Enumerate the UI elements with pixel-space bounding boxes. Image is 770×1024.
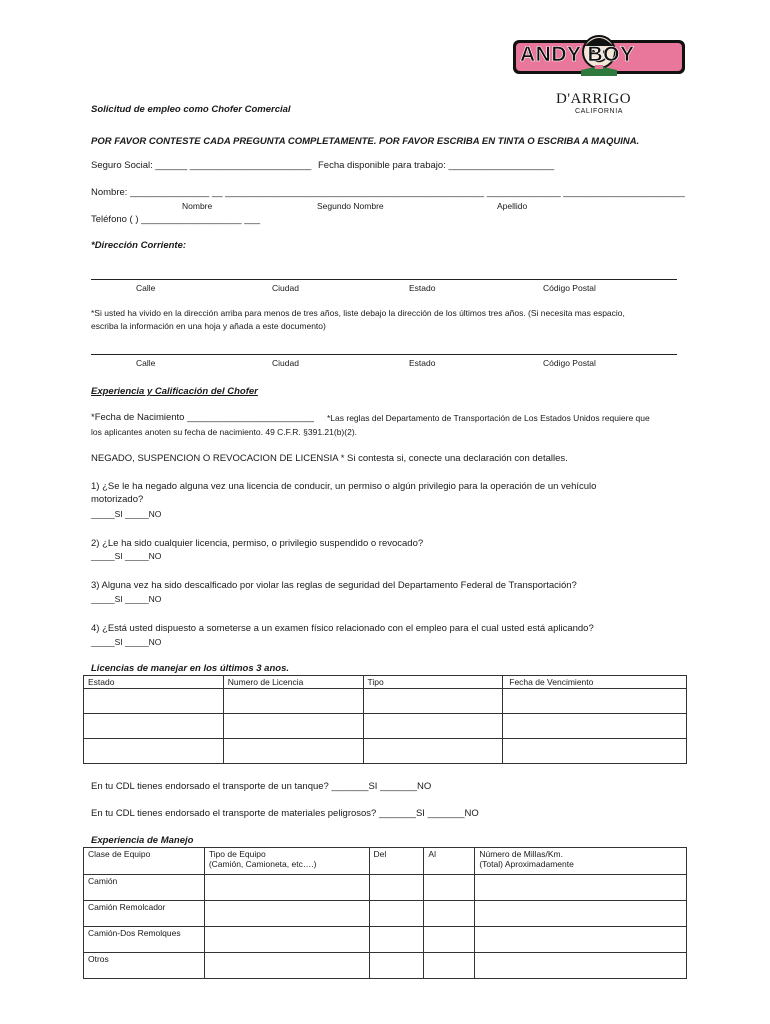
exp-cell[interactable] (369, 901, 424, 927)
company-logo (511, 26, 687, 88)
phone-field[interactable]: Teléfono ( ) ___________________ ___ (91, 214, 261, 225)
driving-experience-title: Experiencia de Manejo (91, 835, 194, 846)
lic-cell[interactable] (503, 714, 687, 739)
exp-cell[interactable] (424, 901, 475, 927)
form-title: Solicitud de empleo como Chofer Comercial (91, 104, 291, 115)
lic-cell[interactable] (223, 714, 363, 739)
prev-addr-city-label: Ciudad (272, 358, 299, 368)
experience-header-row (84, 848, 687, 875)
lic-cell[interactable] (223, 689, 363, 714)
birthdate-note-1: *Las reglas del Departamento de Transportación de Los Estados Unidos requiere que (327, 413, 650, 423)
table-row (84, 927, 687, 953)
previous-address-note-1: *Si usted ha vivido en la dirección arriba para menos de tres años, liste debajo la dirección de los últimos tres años. (Si necesita mas espacio, (91, 308, 625, 318)
lic-header-expiry: Fecha de Vencimiento (503, 676, 687, 689)
lic-header-type: Tipo (363, 676, 503, 689)
lic-cell[interactable] (503, 689, 687, 714)
prev-addr-zip-label: Código Postal (543, 358, 596, 368)
licenses-table (83, 675, 687, 764)
name-sub-middle: Segundo Nombre (317, 201, 384, 211)
name-sub-last: Apellido (497, 201, 528, 211)
exp-row-label: Camión-Dos Remolques (84, 927, 205, 953)
exp-cell[interactable] (475, 927, 687, 953)
birthdate-note-2: los aplicantes anoten su fecha de nacimiento. 49 C.F.R. §391.21(b)(2). (91, 427, 358, 437)
lic-cell[interactable] (84, 689, 224, 714)
logo-brand-text: ANDY BOY (520, 43, 635, 66)
exp-cell[interactable] (475, 953, 687, 979)
question-3: 3) Alguna vez ha sido descalficado por violar las reglas de seguridad del Departamento Federal de Transportación? (91, 580, 577, 591)
question-3-answer[interactable]: _____SI _____NO (91, 594, 162, 604)
question-4: 4) ¿Está usted dispuesto a someterse a un examen físico relacionado con el empleo para el cual usted está aplicando? (91, 623, 594, 634)
exp-cell[interactable] (475, 901, 687, 927)
exp-cell[interactable] (424, 927, 475, 953)
table-row (84, 901, 687, 927)
lic-cell[interactable] (84, 739, 224, 764)
question-1-line-1: 1) ¿Se le ha negado alguna vez una licencia de conducir, un permiso o algún privilegio para la operación de un vehículo (91, 481, 597, 492)
driving-experience-table (83, 847, 687, 979)
exp-cell[interactable] (369, 875, 424, 901)
prev-addr-street-label: Calle (136, 358, 156, 368)
exp-row-label: Otros (84, 953, 205, 979)
lic-header-number: Numero de Licencia (223, 676, 363, 689)
question-2: 2) ¿Le ha sido cualquier licencia, permiso, o privilegio suspendido o revocado? (91, 538, 424, 549)
exp-header-miles: Número de Millas/Km. (Total) Aproximadamente (475, 848, 687, 875)
question-4-answer[interactable]: _____SI _____NO (91, 637, 162, 647)
exp-header-type: Tipo de Equipo (Camión, Camioneta, etc….) (204, 848, 369, 875)
previous-address-note-2: escriba la información en una hoja y añada a este documento) (91, 321, 326, 331)
question-2-answer[interactable]: _____SI _____NO (91, 551, 162, 561)
available-date-field[interactable]: Fecha disponible para trabajo: ____________________ (318, 160, 555, 171)
licenses-title: Licencias de manejar en los últimos 3 anos. (91, 663, 289, 674)
addr-street-label: Calle (136, 283, 156, 293)
question-1-line-2: motorizado? (91, 494, 144, 505)
table-row (84, 689, 687, 714)
addr-state-label: Estado (409, 283, 436, 293)
cdl-tank-question[interactable]: En tu CDL tienes endorsado el transporte de un tanque? _______SI _______NO (91, 781, 432, 792)
cdl-hazmat-question[interactable]: En tu CDL tienes endorsado el transporte de materiales peligrosos? _______SI _______NO (91, 808, 479, 819)
exp-cell[interactable] (475, 875, 687, 901)
lic-cell[interactable] (84, 714, 224, 739)
table-row (84, 739, 687, 764)
previous-address-line[interactable] (91, 354, 677, 355)
lic-cell[interactable] (363, 714, 503, 739)
exp-cell[interactable] (369, 953, 424, 979)
logo-company: D'ARRIGO (556, 91, 632, 107)
exp-header-class: Clase de Equipo (84, 848, 205, 875)
exp-cell[interactable] (424, 953, 475, 979)
name-sub-first: Nombre (182, 201, 213, 211)
addr-city-label: Ciudad (272, 283, 299, 293)
addr-zip-label: Código Postal (543, 283, 596, 293)
exp-cell[interactable] (369, 927, 424, 953)
exp-cell[interactable] (204, 927, 369, 953)
lic-cell[interactable] (503, 739, 687, 764)
birthdate-field[interactable]: *Fecha de Nacimiento ________________________ (91, 412, 314, 423)
experience-title: Experiencia y Calificación del Chofer (91, 386, 258, 397)
prev-addr-state-label: Estado (409, 358, 436, 368)
form-instructions: POR FAVOR CONTESTE CADA PREGUNTA COMPLETAMENTE. POR FAVOR ESCRIBA EN TINTA O ESCRIBA A MAQUINA. (91, 136, 640, 147)
lic-cell[interactable] (223, 739, 363, 764)
table-row (84, 875, 687, 901)
exp-row-label: Camión Remolcador (84, 901, 205, 927)
exp-cell[interactable] (424, 875, 475, 901)
logo-region: CALIFORNIA (575, 108, 624, 115)
social-security-field[interactable]: Seguro Social: ______ _______________________ (91, 160, 312, 171)
exp-cell[interactable] (204, 875, 369, 901)
exp-cell[interactable] (204, 901, 369, 927)
exp-header-from: Del (369, 848, 424, 875)
question-1-answer[interactable]: _____SI _____NO (91, 509, 162, 519)
exp-row-label: Camión (84, 875, 205, 901)
table-row (84, 714, 687, 739)
lic-cell[interactable] (363, 689, 503, 714)
current-address-line[interactable] (91, 279, 677, 280)
exp-header-to: Al (424, 848, 475, 875)
license-denial-title: NEGADO, SUSPENCION O REVOCACION DE LICENSIA * Si contesta si, conecte una declaración con detalles. (91, 453, 568, 464)
licenses-header-row (84, 676, 687, 689)
name-field[interactable]: Nombre: _______________ __ _________________________________________________ ______________ _______________________ (91, 187, 685, 198)
lic-header-state: Estado (84, 676, 224, 689)
current-address-title: *Dirección Corriente: (91, 240, 187, 251)
table-row (84, 953, 687, 979)
lic-cell[interactable] (363, 739, 503, 764)
exp-cell[interactable] (204, 953, 369, 979)
